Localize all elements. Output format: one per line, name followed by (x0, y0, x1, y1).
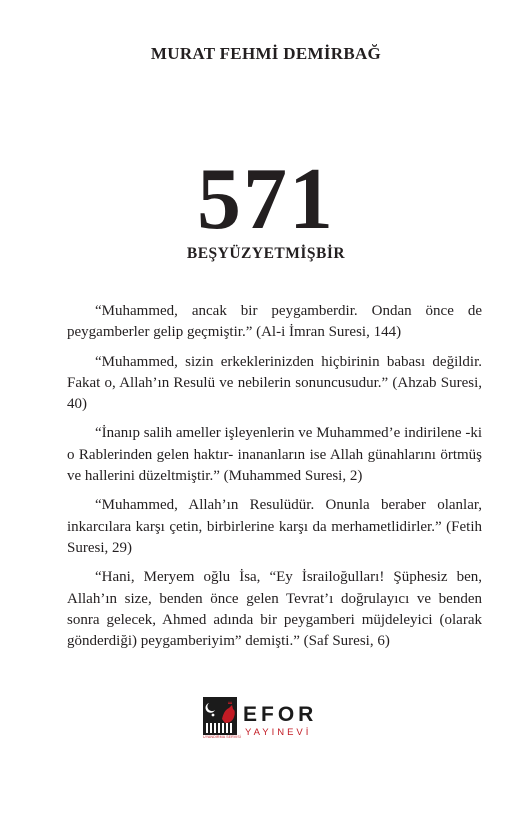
publisher-tagline: UYANDIRMA SERVİSİ (203, 735, 241, 739)
quote-paragraph: “Hani, Meryem oğlu İsa, “Ey İsrailoğulları! Şüphesiz ben, Allah’ın size, benden önce gelen Tevrat’ı doğrulayıcı ve benden sonra gelecek, Ahmed adında bir peygamberi müjdeleyici (olarak gönderdiği) peygamberiyim” demişti.” (Saf Suresi, 6) (67, 569, 482, 650)
quote-paragraph: “Muhammed, sizin erkeklerinizden hiçbirinin babası değildir. Fakat o, Allah’ın Resulü ve nebilerin sonuncusudur.” (Ahzab Suresi, 40) (67, 353, 482, 413)
quotes-section (67, 301, 482, 660)
quote-paragraph: “İnanıp salih ameller işleyenlerin ve Muhammed’e indirilene -ki o Rablerinden gelen haktır- inananların ise Allah günahlarını örtmüş ve hallerini düzeltmiştir.” (Muhammed Suresi, 2) (67, 425, 482, 485)
book-title-number: 571 (197, 151, 335, 248)
quote-paragraph: “Muhammed, ancak bir peygamberdir. Ondan önce de peygamberler gelip geçmiştir.” (Al-i İmran Suresi, 144) (67, 303, 482, 341)
publisher-name: YAYINEVİ (245, 727, 312, 738)
publisher-logo (203, 697, 333, 741)
quote-paragraph: “Muhammed, Allah’ın Resulüdür. Onunla beraber olanlar, inkarcılara karşı çetin, birbirlerine karşı da merhametlidirler.” (Fetih Suresi, 29) (67, 497, 482, 556)
publisher-brand: EFOR (243, 703, 318, 726)
publisher-emblem-icon (203, 697, 237, 735)
book-title-words: BEŞYÜZYETMİŞBİR (186, 245, 346, 262)
author-name: MURAT FEHMİ DEMİRBAĞ (150, 44, 382, 63)
